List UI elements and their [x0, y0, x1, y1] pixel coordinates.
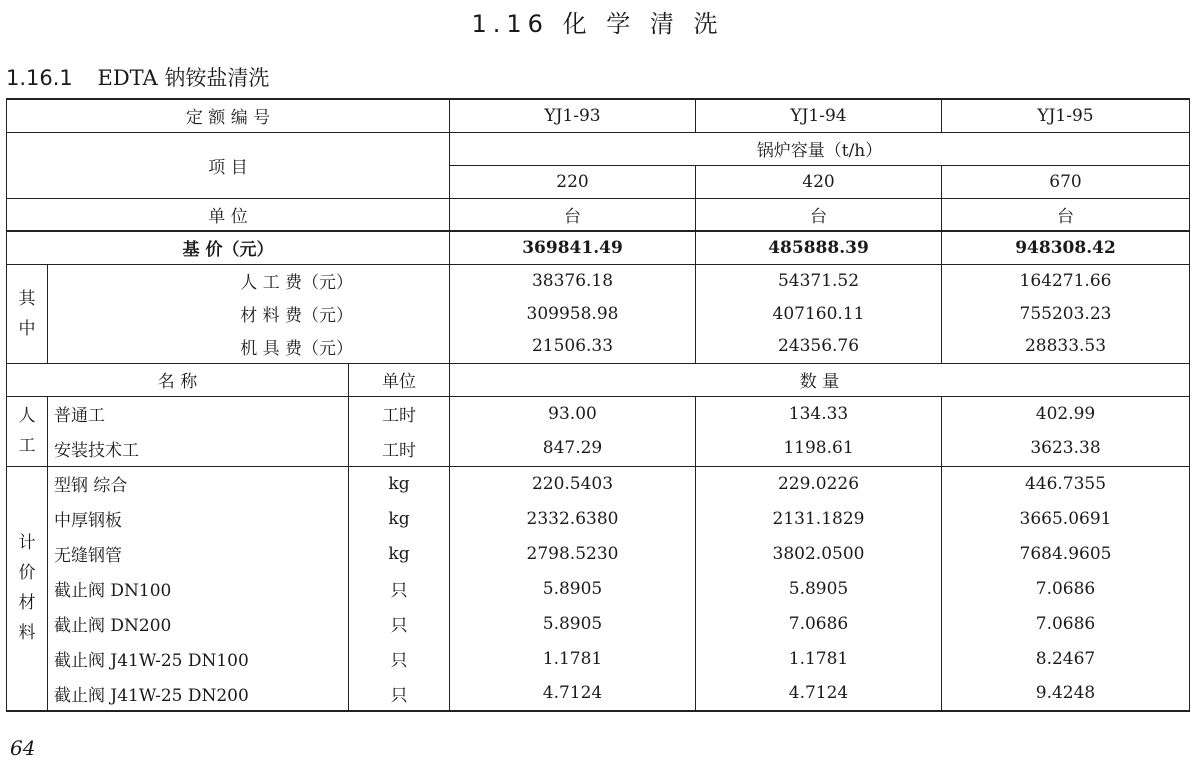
base-price-value: 369841.49 [450, 231, 696, 264]
resource-quantity: 1.1781 [696, 641, 942, 676]
material-row [7, 466, 1190, 501]
base-price-value: 948308.42 [942, 231, 1190, 264]
resource-quantity: 1198.61 [696, 431, 942, 466]
breakdown-value: 38376.18 [450, 264, 696, 297]
quota-code: YJ1-94 [696, 99, 942, 132]
unit-value: 台 [696, 198, 942, 231]
resource-quantity: 134.33 [696, 396, 942, 431]
unit-value: 台 [942, 198, 1190, 231]
resource-name: 普通工 [48, 396, 349, 431]
resource-unit: 只 [349, 676, 450, 711]
resource-name: 无缝钢管 [48, 536, 349, 571]
labor-row [7, 431, 1190, 466]
resource-quantity: 93.00 [450, 396, 696, 431]
breakdown-row [7, 297, 1190, 330]
resource-unit: 只 [349, 571, 450, 606]
capacity-label: 锅炉容量（t/h） [450, 132, 1190, 165]
material-row [7, 571, 1190, 606]
material-row [7, 536, 1190, 571]
breakdown-row [7, 330, 1190, 363]
breakdown-label: 人 工 费（元） [48, 264, 450, 297]
resource-unit: kg [349, 536, 450, 571]
breakdown-label: 机 具 费（元） [48, 330, 450, 363]
capacity-value: 670 [942, 165, 1190, 198]
resource-unit: 只 [349, 606, 450, 641]
labor-group-label: 人工 [7, 396, 48, 466]
resource-quantity: 4.7124 [696, 676, 942, 711]
base-price-value: 485888.39 [696, 231, 942, 264]
quota-number-label: 定 额 编 号 [7, 99, 450, 132]
material-row [7, 676, 1190, 711]
breakdown-value: 54371.52 [696, 264, 942, 297]
chapter-title: 1.16 化 学 清 洗 [471, 10, 724, 38]
section-heading [6, 62, 269, 92]
breakdown-row [7, 264, 1190, 297]
quota-code: YJ1-95 [942, 99, 1190, 132]
capacity-label-row [7, 132, 1190, 165]
breakdown-value: 24356.76 [696, 330, 942, 363]
resource-quantity: 1.1781 [450, 641, 696, 676]
unit-value: 台 [450, 198, 696, 231]
name-column-label: 名 称 [7, 363, 349, 396]
resource-quantity: 7.0686 [942, 571, 1190, 606]
resource-name: 截止阀 DN100 [48, 571, 349, 606]
resource-quantity: 2798.5230 [450, 536, 696, 571]
capacity-value: 420 [696, 165, 942, 198]
page-number: 64 [10, 736, 36, 760]
material-row [7, 606, 1190, 641]
breakdown-value: 21506.33 [450, 330, 696, 363]
item-label: 项 目 [7, 132, 450, 198]
resource-unit: 工时 [349, 396, 450, 431]
resource-unit: kg [349, 466, 450, 501]
breakdown-value: 309958.98 [450, 297, 696, 330]
unit-label: 单 位 [7, 198, 450, 231]
resource-header-row [7, 363, 1190, 396]
resource-quantity: 220.5403 [450, 466, 696, 501]
resource-quantity: 2131.1829 [696, 501, 942, 536]
resource-quantity: 3665.0691 [942, 501, 1190, 536]
breakdown-value: 755203.23 [942, 297, 1190, 330]
resource-quantity: 402.99 [942, 396, 1190, 431]
resource-quantity: 847.29 [450, 431, 696, 466]
base-price-label: 基 价（元） [7, 231, 450, 264]
resource-name: 安装技术工 [48, 431, 349, 466]
breakdown-value: 407160.11 [696, 297, 942, 330]
quota-code: YJ1-93 [450, 99, 696, 132]
materials-group-label: 计价材料 [7, 466, 48, 711]
breakdown-group-label: 其中 [7, 264, 48, 363]
section-title: EDTA 钠铵盐清洗 [97, 66, 270, 90]
resource-quantity: 7684.9605 [942, 536, 1190, 571]
labor-row [7, 396, 1190, 431]
resource-quantity: 3623.38 [942, 431, 1190, 466]
resource-unit: 工时 [349, 431, 450, 466]
breakdown-value: 164271.66 [942, 264, 1190, 297]
material-row [7, 501, 1190, 536]
resource-quantity: 5.8905 [696, 571, 942, 606]
resource-unit: 只 [349, 641, 450, 676]
quota-table [6, 98, 1190, 712]
resource-quantity: 7.0686 [696, 606, 942, 641]
resource-quantity: 7.0686 [942, 606, 1190, 641]
resource-name: 型钢 综合 [48, 466, 349, 501]
resource-name: 截止阀 J41W-25 DN200 [48, 676, 349, 711]
resource-quantity: 3802.0500 [696, 536, 942, 571]
resource-quantity: 8.2467 [942, 641, 1190, 676]
resource-quantity: 5.8905 [450, 606, 696, 641]
unit-column-label: 单位 [349, 363, 450, 396]
resource-unit: kg [349, 501, 450, 536]
quantity-column-label: 数 量 [450, 363, 1190, 396]
unit-row [7, 198, 1190, 231]
quota-number-row [7, 99, 1190, 132]
capacity-value: 220 [450, 165, 696, 198]
breakdown-label: 材 料 费（元） [48, 297, 450, 330]
resource-quantity: 9.4248 [942, 676, 1190, 711]
resource-quantity: 446.7355 [942, 466, 1190, 501]
resource-quantity: 4.7124 [450, 676, 696, 711]
resource-quantity: 2332.6380 [450, 501, 696, 536]
resource-name: 截止阀 J41W-25 DN100 [48, 641, 349, 676]
resource-quantity: 229.0226 [696, 466, 942, 501]
resource-name: 中厚钢板 [48, 501, 349, 536]
base-price-row [7, 231, 1190, 264]
resource-name: 截止阀 DN200 [48, 606, 349, 641]
resource-quantity: 5.8905 [450, 571, 696, 606]
section-number: 1.16.1 [6, 66, 73, 90]
material-row [7, 641, 1190, 676]
breakdown-value: 28833.53 [942, 330, 1190, 363]
